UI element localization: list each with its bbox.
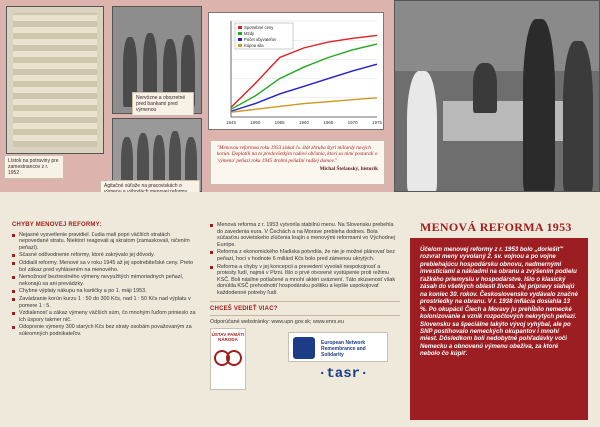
legend-swatch [238, 38, 242, 41]
summary-panel: Účelom menovej reformy z r. 1953 bolo „doriešiť" rozvrat meny vyvolaný 2. sv. vojnou a po vojne prebiehajúcu hospodársku obnovu, nadmernými investíciami a nákladmi na obranu a zvýšením podielu ťažkého priemyslu v hospodárstve. Išlo o klasický zásah do všetkých oblastí života. Jej prípravy siahajú na koniec 30. rokov. Československo vydávalo značné prostriedky na obranu. V r. 1938 inflácia dosiahla 13 %. Po okupácii Čiech a Moravy ju prehĺbilo nemecké kolonizovanie a vznik rozpočtových nekrytých peňazí. Slovensku sa špeciálne takýto vývoj vyhýbal, ale po SNP postihovalo nemeckých okupantov i mnohí miest. Dôsledkom boli nedobytné pohľadávky voči Nemecku a obnovenú výmenu obeživa, za ktoré nebolo čo kúpiť. [410, 238, 588, 420]
divider [210, 301, 400, 302]
ustr-logo [210, 328, 246, 390]
error-item: Vzdialenosť a zákaz výmeny väčších súm, čo mnohým ľuďom prinieslo za ich úspory takmer nič. [12, 310, 200, 323]
x-tick-label: 1945 [225, 120, 237, 125]
headline: MENOVÁ REFORMA 1953 [420, 220, 572, 234]
errors-title: CHYBY MENOVEJ REFORMY: [12, 222, 102, 228]
quote-text: "Menovou reformou roku 1953 získal čs. štát zhruba štyri miliardy nových korún. Doplatili na to predovšetkým radoví občania, ktorí sa nimi postarali o 'výmenu' peňazí roku 1945 drobní peňažní radšej domov." [217, 145, 378, 164]
legend-label: Počet obyvateľov [244, 37, 277, 42]
error-item: Odoprenie výmeny 300 starých Kčs bez straty osobám považovaným za súkromných podnikateľov. [12, 324, 200, 337]
historian-quote [210, 140, 385, 185]
error-item: Sčasné odôvodnenie reformy, ktoré zakrývalo jej dôvody. [12, 252, 200, 259]
x-tick-label: 1965 [323, 120, 334, 125]
enrs-logo [288, 332, 388, 362]
chart-svg [209, 13, 385, 131]
legend-label: Mzdy [244, 31, 255, 36]
middle-column [210, 222, 400, 326]
ustr-logo-text: ÚSTAV PAMÄTI NÁRODA [211, 332, 245, 342]
errors-list [12, 232, 200, 338]
price-chart [208, 12, 384, 130]
legend-label: Spotrebné ceny [244, 25, 274, 30]
queue-caption: Nervózne a obozretné pred bankami pred výmenou [132, 92, 194, 116]
error-item: Chybne výplaty nákupu na kartičky a po 1. máji 1953. [12, 288, 200, 295]
error-item: Nemožnosť beztrestného výmeny nevyužitých mimoriadnych peňazí, nekonajú sa ani prevádzky. [12, 274, 200, 287]
error-item: Nejasné vysvetlenie pravidiel. Ľudia mali popri väčších stratách nepovedané stratu. Niektorí reagovali aj skratom (zamaskovali, ničením peňazí). [12, 232, 200, 252]
x-tick-label: 1950 [250, 120, 261, 125]
left-column [12, 222, 200, 339]
x-tick-label: 1955 [274, 120, 285, 125]
links-text[interactable]: Odporúčané webstránky: www.upn.gov.sk; www.enrs.eu [210, 319, 344, 326]
quote-author: Michal Štefanský, historik [319, 166, 378, 173]
legend-swatch [238, 32, 242, 35]
effect-item: Reforma z ekonomického hľadiska potvrdila, že nie je možné plánovať bez peňazí, hoci v hodnote 6 miliárd Kčs bolo pred zámenou ukrytých. [210, 249, 400, 262]
error-item: Oddialil reformy. Menové sa v roku 1945 až jej spotrebiteľské ceny. Preto bol zákaz pred vyhlásením na menového. [12, 260, 200, 273]
ustr-emblem-icon [213, 345, 243, 371]
ration-card-photo [6, 6, 104, 154]
tasr-logo: ·tasr· [318, 366, 369, 382]
error-item: Zavádzanie korún kurzu 1 : 50 do 300 Kčs, nad 1 : 50 Kčs nad výplatu v pomere 1 : 5. [12, 296, 200, 309]
legend-label: Kúpna sila [244, 43, 264, 48]
divider-2 [210, 315, 400, 316]
legend-swatch [238, 26, 242, 29]
crowd-caption: Agitačné súťaže na pracoviskách o [100, 180, 200, 198]
ration-card-caption: Lístok na potraviny pre zamestnancov z r. 1952 [4, 155, 64, 179]
enrs-logo-text: European Network Remembrance and Solidarity [321, 340, 366, 358]
photo-strip [0, 0, 600, 192]
x-tick-label: 1960 [298, 120, 310, 125]
legend-swatch [238, 44, 242, 47]
x-tick-label: 1975 [371, 120, 383, 125]
bank-exchange-photo [394, 0, 600, 192]
effect-item: Reforma a chyby v jej koncepcii a prevedení vyvolali nespokojnosť a protesty ľudí, najmä v Plzni. Išlo o prvé otvorené vystúpenie proti režimu KSČ. Boli násilne potlačené a mnohí aktéri uväznení. Táto skúsenosť však donútila KSČ prehodnotiť hospodársku politiku a lepšie uspokojovať každodenné potreby ľudí. [210, 264, 400, 297]
x-tick-label: 1970 [347, 120, 358, 125]
effects-list [210, 222, 400, 297]
enrs-mark-icon [293, 337, 315, 359]
more-info-title: CHCEŠ VEDIEŤ VIAC? [210, 305, 278, 312]
effect-item: Menová reforma z r. 1953 vytvorila stabilnú menu. Na Slovensku prebehla do zavedenia eura. V Čechách a na Morave prebieha dodnes. Bola súčasťou sovietskeho zlúčenia krajín s menovými reformami vo Východnej Európe. [210, 222, 400, 248]
